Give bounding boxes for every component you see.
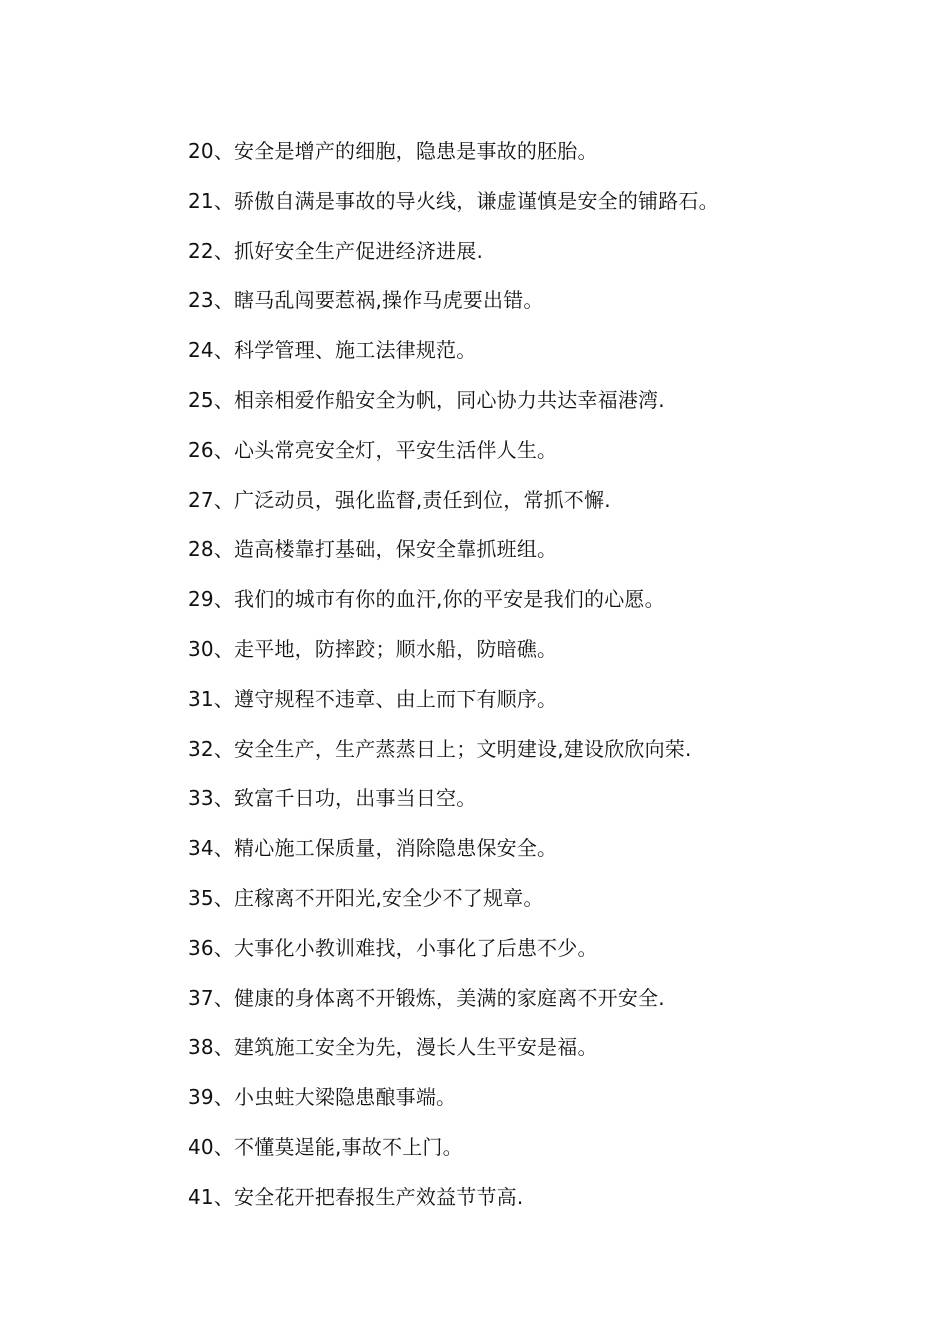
list-item: 22、抓好安全生产促进经济进展. <box>188 238 484 263</box>
list-item: 23、瞎马乱闯要惹祸,操作马虎要出错。 <box>188 288 544 313</box>
list-item: 37、健康的身体离不开锻炼，美满的家庭离不开安全. <box>188 985 665 1010</box>
list-item: 32、安全生产，生产蒸蒸日上；文明建设,建设欣欣向荣. <box>188 736 692 761</box>
list-item: 33、致富千日功，出事当日空。 <box>188 786 477 811</box>
list-item: 40、不懂莫逞能,事故不上门。 <box>188 1134 463 1159</box>
list-item: 27、广泛动员，强化监督,责任到位，常抓不懈. <box>188 487 611 512</box>
list-item: 35、庄稼离不开阳光,安全少不了规章。 <box>188 885 544 910</box>
list-item: 41、安全花开把春报生产效益节节高. <box>188 1184 524 1209</box>
list-item: 30、走平地，防摔跤；顺水船，防暗礁。 <box>188 636 558 661</box>
list-item: 24、科学管理、施工法律规范。 <box>188 338 477 363</box>
list-item: 20、安全是增产的细胞，隐患是事故的胚胎。 <box>188 139 598 163</box>
list-item: 28、造高楼靠打基础，保安全靠抓班组。 <box>188 537 558 562</box>
list-item: 39、小虫蛀大梁隐患酿事端。 <box>188 1085 457 1110</box>
list-item: 21、骄傲自满是事故的导火线，谦虚谨慎是安全的铺路石。 <box>188 188 719 213</box>
list-item: 31、遵守规程不违章、由上而下有顺序。 <box>188 686 558 711</box>
list-item: 38、建筑施工安全为先，漫长人生平安是福。 <box>188 1035 598 1060</box>
list-item: 25、相亲相爱作船安全为帆，同心协力共达幸福港湾. <box>188 387 665 412</box>
list-item: 34、精心施工保质量，消除隐患保安全。 <box>188 836 558 861</box>
slogan-list <box>188 132 908 1228</box>
list-item: 26、心头常亮安全灯，平安生活伴人生。 <box>188 437 558 462</box>
list-item: 29、我们的城市有你的血汗,你的平安是我们的心愿。 <box>188 587 665 612</box>
list-item: 36、大事化小教训难找，小事化了后患不少。 <box>188 935 598 960</box>
